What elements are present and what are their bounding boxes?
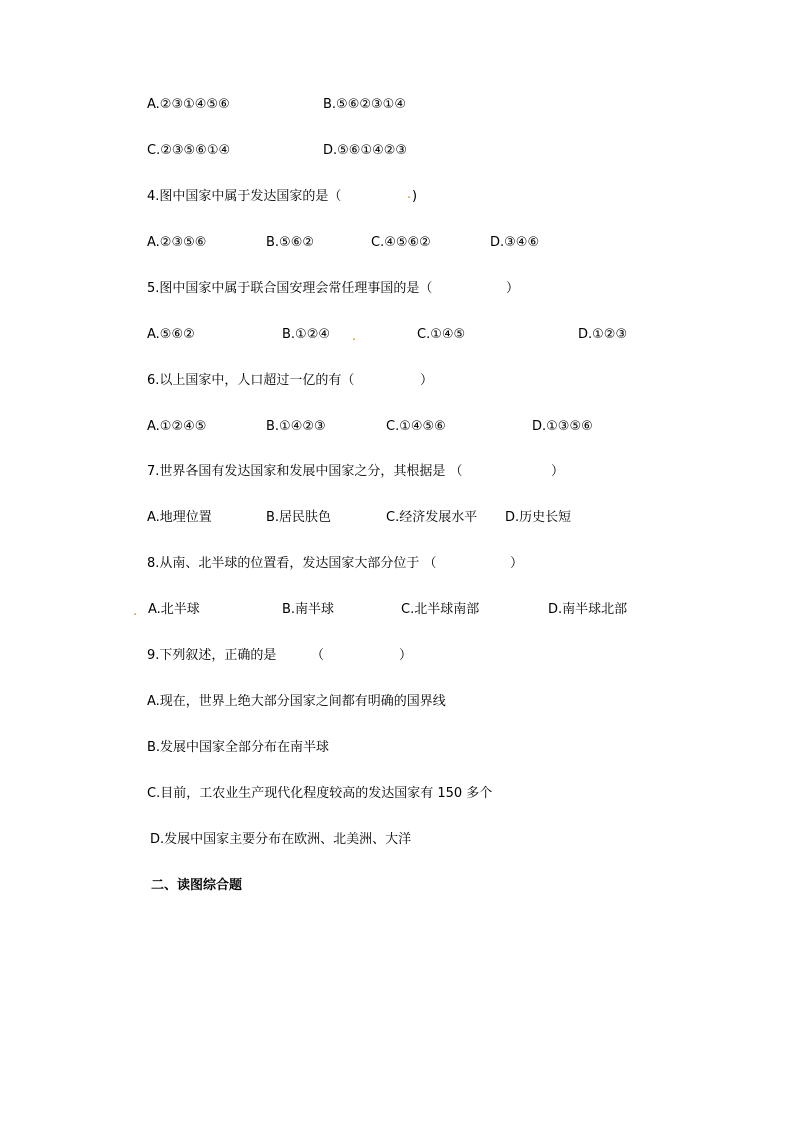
q7-option-c: C.经济发展水平 (386, 510, 478, 525)
question-9-close: ） (399, 648, 413, 663)
q9-option-d: D.发展中国家主要分布在欧洲、北美洲、大洋 (150, 832, 412, 847)
q5-option-d: D.①②③ (578, 327, 628, 342)
q4-option-b: B.⑤⑥② (266, 235, 315, 250)
q9-option-c: C.目前，工农业生产现代化程度较高的发达国家有 150 多个 (147, 786, 493, 801)
q6-option-b: B.①④②③ (266, 419, 326, 434)
q4-option-c: C.④⑤⑥② (371, 235, 431, 250)
q8-option-b: B.南半球 (282, 602, 335, 617)
q3-option-c: C.②③⑤⑥①④ (147, 143, 231, 158)
q6-option-c: C.①④⑤⑥ (386, 419, 446, 434)
q8-option-c: C.北半球南部 (401, 602, 480, 617)
q7-option-b: B.居民肤色 (266, 510, 332, 525)
q8-option-a: A.北半球 (148, 602, 200, 617)
stray-dot: . (133, 604, 138, 619)
q5-option-b: B.①②④ (282, 327, 331, 342)
question-9-stem: 9.下列叙述，正确的是 (147, 648, 277, 663)
q7-option-d: D.历史长短 (505, 510, 572, 525)
question-4-stem: 4.图中国家中属于发达国家的是（ (147, 189, 342, 204)
question-9-open: （ (311, 648, 325, 663)
question-7-close: ） (551, 464, 565, 479)
question-5-stem: 5.图中国家中属于联合国安理会常任理事国的是（ (147, 281, 433, 296)
question-6-close: ） (420, 373, 434, 388)
q9-option-a: A.现在，世界上绝大部分国家之间都有明确的国界线 (147, 694, 446, 709)
question-5-close: ） (506, 281, 520, 296)
q4-option-a: A.②③⑤⑥ (147, 235, 207, 250)
q6-option-d: D.①③⑤⑥ (532, 419, 593, 434)
q8-option-d: D.南半球北部 (548, 602, 628, 617)
section-heading: 二、读图综合题 (151, 878, 243, 893)
q4-option-d: D.③④⑥ (490, 235, 540, 250)
q9-option-b: B.发展中国家全部分布在南半球 (147, 740, 330, 755)
q6-option-a: A.①②④⑤ (147, 419, 207, 434)
question-7-stem: 7.世界各国有发达国家和发展中国家之分，其根据是 （ (147, 464, 463, 479)
question-6-stem: 6.以上国家中，人口超过一亿的有（ (147, 373, 355, 388)
stray-dot: . (407, 187, 412, 202)
q3-option-b: B.⑤⑥②③①④ (323, 97, 406, 112)
q7-option-a: A.地理位置 (147, 510, 212, 525)
stray-dot: . (352, 329, 357, 344)
question-8-stem: 8.从南、北半球的位置看，发达国家大部分位于 （ (147, 556, 437, 571)
question-4-close: ) (412, 189, 418, 204)
q3-option-d: D.⑤⑥①④②③ (323, 143, 408, 158)
q5-option-a: A.⑤⑥② (147, 327, 195, 342)
q3-option-a: A.②③①④⑤⑥ (147, 97, 230, 112)
question-8-close: ） (510, 556, 524, 571)
q5-option-c: C.①④⑤ (417, 327, 466, 342)
